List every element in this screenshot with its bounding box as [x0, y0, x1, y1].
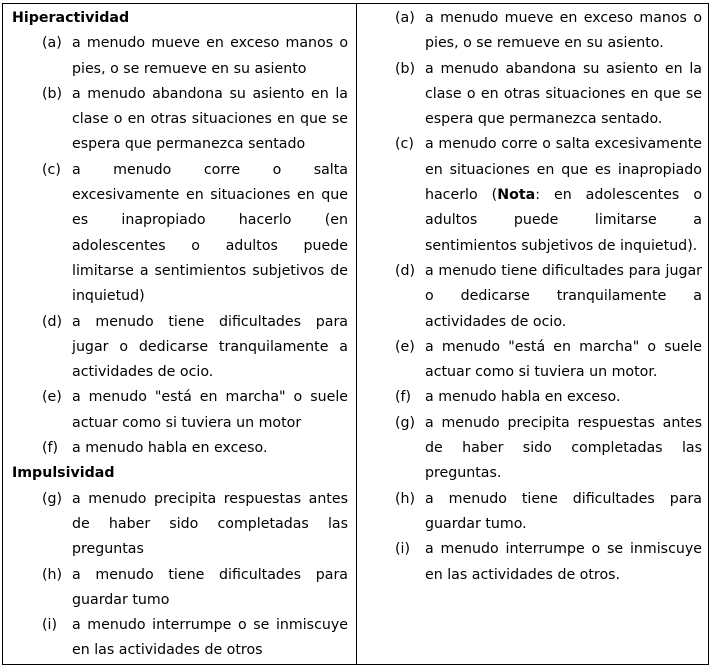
- item-text: a menudo tiene dificultades para guardar tumo.: [425, 490, 702, 532]
- item-marker: (i): [395, 541, 411, 558]
- item-text: a menudo tiene dificultades para jugar o dedicarse tranquilamente a actividades de ocio.: [72, 313, 348, 381]
- item-text: a menudo abandona su asiento en la clase o en otras situaciones en que se espera que permanezca sentado: [72, 85, 348, 153]
- item-marker: (d): [395, 262, 416, 279]
- item-marker: (d): [42, 313, 63, 330]
- item-marker: (g): [42, 490, 63, 507]
- item-text: a menudo tiene dificultades para guardar tumo: [72, 566, 348, 608]
- item-marker: (b): [395, 60, 416, 77]
- item-text-part: : en adolescentes o adultos puede limitarse a sentimientos subjetivos de inquietud).: [425, 187, 702, 254]
- list-item: [12, 82, 348, 158]
- item-text: a menudo interrumpe o se inmiscuye en las actividades de otros: [72, 617, 348, 659]
- item-marker: (i): [42, 617, 58, 634]
- item-marker: (c): [395, 136, 414, 153]
- list-item: [395, 537, 702, 588]
- item-text: a menudo habla en exceso.: [425, 389, 621, 406]
- item-text: a menudo interrumpe o se inmiscuye en las actividades de otros.: [425, 541, 702, 583]
- list-item: [395, 57, 702, 133]
- list-item: [12, 310, 348, 386]
- item-text: [425, 132, 702, 258]
- item-marker: (a): [42, 35, 62, 52]
- item-text: a menudo precipita respuestas antes de haber sido completadas las preguntas.: [425, 414, 702, 482]
- item-marker: (e): [395, 338, 415, 355]
- item-marker: (a): [395, 10, 415, 26]
- comparison-table: [2, 3, 709, 665]
- item-text: a menudo tiene dificultades para jugar o dedicarse tranquilamente a actividades de ocio.: [425, 262, 702, 330]
- heading-hiperactividad: Hiperactividad: [12, 10, 130, 26]
- item-marker: (h): [395, 490, 416, 507]
- heading-impulsividad: Impulsividad: [12, 465, 115, 482]
- nota-label: Nota: [497, 187, 536, 204]
- item-text-part: a menudo corre o salta excesivamente en situaciones en que es inapropiado hacerlo (: [425, 136, 702, 204]
- item-text: a menudo corre o salta excesivamente en situaciones en que es inapropiado hacerlo (en adolescentes o adultos puede limitarse a sentimientos subjetivos de inquietud): [72, 161, 348, 305]
- item-text: a menudo abandona su asiento en la clase o en otras situaciones en que se espera que permanezca sentado.: [425, 60, 702, 128]
- item-text: a menudo precipita respuestas antes de haber sido completadas las preguntas: [72, 490, 348, 558]
- list-item: [395, 259, 702, 335]
- right-column: [357, 4, 708, 664]
- list-item: [395, 385, 702, 410]
- list-item: [395, 487, 702, 538]
- item-marker: (c): [42, 161, 61, 178]
- item-text: a menudo "está en marcha" o suele actuar como si tuviera un motor.: [425, 338, 702, 381]
- item-text: a menudo mueve en exceso manos o pies, o se remueve en su asiento.: [425, 10, 702, 52]
- list-item: [395, 6, 702, 57]
- list-item: [12, 385, 348, 436]
- list-item: [12, 436, 348, 461]
- item-text: a menudo habla en exceso.: [72, 440, 268, 457]
- list-item: [12, 31, 348, 82]
- list-item: [12, 563, 348, 614]
- left-column: [3, 4, 357, 664]
- item-marker: (g): [395, 414, 416, 431]
- item-text: a menudo "está en marcha" o suele actuar como si tuviera un motor: [72, 389, 348, 431]
- list-item: [395, 411, 702, 487]
- item-marker: (h): [42, 566, 63, 583]
- list-item: [12, 158, 348, 310]
- list-item: [12, 487, 348, 563]
- item-marker: (e): [42, 389, 62, 406]
- item-marker: (f): [395, 389, 412, 406]
- item-marker: (f): [42, 440, 59, 457]
- list-item: [395, 335, 702, 386]
- item-marker: (b): [42, 85, 63, 102]
- list-item: [395, 132, 702, 258]
- list-item: [12, 613, 348, 664]
- item-text: a menudo mueve en exceso manos o pies, o se remueve en su asiento: [72, 35, 348, 77]
